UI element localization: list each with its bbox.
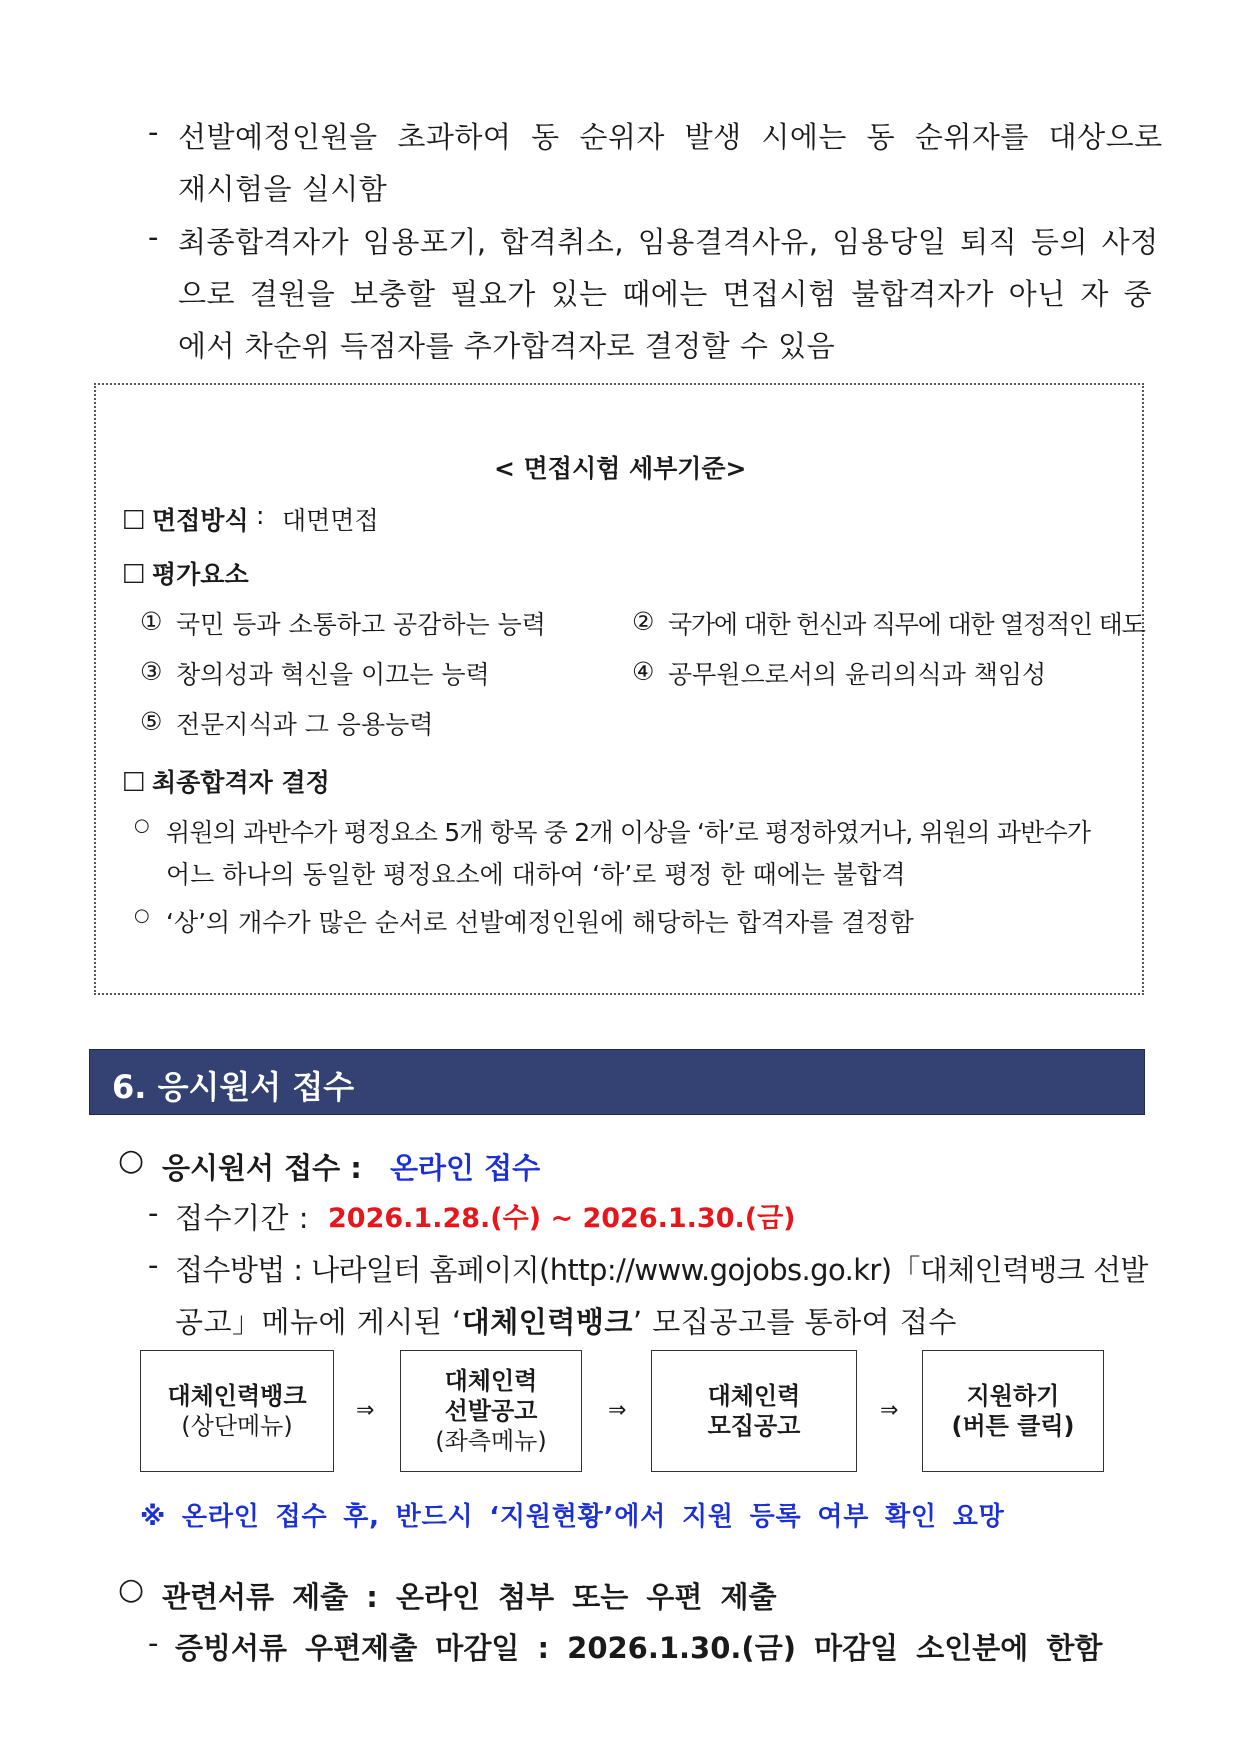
evaluation-item: 국가에 대한 헌신과 직무에 대한 열정적인 태도 — [668, 610, 1145, 639]
checkbox-icon: □ — [122, 503, 146, 532]
method-line2-c: ’ 모집공고를 통하여 접수 — [632, 1305, 957, 1339]
period-label: 접수기간 : — [175, 1201, 310, 1235]
flow-step-line2: 선발공고 — [444, 1397, 538, 1425]
right-arrow-icon: ⇒ — [608, 1398, 627, 1423]
section-heading: 6. 응시원서 접수 — [112, 1068, 355, 1106]
flow-step-4 — [922, 1350, 1104, 1472]
right-arrow-icon: ⇒ — [356, 1398, 375, 1423]
method-value: 대면면접 — [282, 506, 379, 535]
intro-item2-line2: 으로 결원을 보충할 필요가 있는 때에는 면접시험 불합격자가 아닌 자 중 — [178, 277, 1153, 311]
intro-item1-line2: 재시험을 실시함 — [178, 172, 388, 206]
dash-marker: - — [148, 115, 159, 149]
item-number: ⑤ — [140, 707, 163, 736]
circle-bullet: ○ — [134, 815, 150, 836]
right-arrow-icon: ⇒ — [880, 1398, 899, 1423]
intro-item2-line1: 최종합격자가 임용포기, 합격취소, 임용결격사유, 임용당일 퇴직 등의 사정 — [178, 225, 1159, 259]
online-notice: ※ 온라인 접수 후, 반드시 ‘지원현황’에서 지원 등록 여부 확인 요망 — [140, 1502, 1005, 1532]
circle-bullet: ○ — [134, 905, 150, 926]
method-line2-bold: 대체인력뱅크 — [461, 1305, 633, 1339]
flow-step-line1: 대체인력뱅크 — [167, 1382, 307, 1410]
item-number: ① — [140, 607, 163, 636]
method-sep: : — [256, 501, 265, 530]
flow-step-line2: (버튼 클릭) — [951, 1412, 1075, 1440]
application-value: 온라인 접수 — [390, 1151, 541, 1185]
item-number: ④ — [632, 657, 655, 686]
final-item2-line1: ‘상’의 개수가 많은 순서로 선발예정인원에 해당하는 합격자를 결정함 — [166, 908, 914, 937]
item-number: ② — [632, 607, 655, 636]
final-label: 최종합격자 결정 — [152, 768, 330, 797]
deadline-text: 증빙서류 우편제출 마감일 : 2026.1.30.(금) 마감일 소인분에 한함 — [175, 1631, 1103, 1665]
checkbox-icon: □ — [122, 557, 146, 586]
criteria-title: < 면접시험 세부기준> — [494, 454, 747, 483]
dash-marker: - — [148, 1248, 159, 1282]
flow-step-2 — [400, 1350, 582, 1472]
method-label: 면접방식 — [152, 506, 249, 535]
evaluation-item: 창의성과 혁신을 이끄는 능력 — [176, 660, 490, 689]
section-heading-bar — [89, 1049, 1145, 1115]
final-item1-line1: 위원의 과반수가 평정요소 5개 항목 중 2개 이상을 ‘하’로 평정하였거나, 위원의 과반수가 — [166, 818, 1091, 847]
method-line2-a: 공고」메뉴에 게시된 ‘ — [175, 1305, 462, 1339]
flow-step-line1: 대체인력 — [707, 1382, 801, 1410]
evaluation-item: 전문지식과 그 응용능력 — [176, 710, 434, 739]
flow-step-line2: (상단메뉴) — [181, 1412, 293, 1440]
evaluation-item: 공무원으로서의 윤리의식과 책임성 — [668, 660, 1047, 689]
dash-marker: - — [148, 220, 159, 254]
interview-criteria-box — [94, 383, 1144, 995]
checkbox-icon: □ — [122, 765, 146, 794]
application-label: 응시원서 접수 : — [162, 1151, 362, 1185]
flow-step-1 — [140, 1350, 334, 1472]
intro-item2-line3: 에서 차순위 득점자를 추가합격자로 결정할 수 있음 — [178, 329, 836, 363]
documents-text: 관련서류 제출 : 온라인 첨부 또는 우편 제출 — [162, 1580, 777, 1614]
circle-bullet: ○ — [118, 1143, 145, 1178]
flow-step-line2: 모집공고 — [707, 1412, 801, 1440]
intro-item1-line1: 선발예정인원을 초과하여 동 순위자 발생 시에는 동 순위자를 대상으로 — [178, 120, 1163, 154]
flow-step-line1: 대체인력 — [444, 1367, 538, 1395]
period-value: 2026.1.28.(수) ~ 2026.1.30.(금) — [328, 1203, 796, 1234]
evaluation-item: 국민 등과 소통하고 공감하는 능력 — [176, 610, 546, 639]
circle-bullet: ○ — [118, 1572, 145, 1607]
flow-step-line1: 지원하기 — [966, 1382, 1060, 1410]
dash-marker: - — [148, 1626, 159, 1660]
flow-step-3 — [651, 1350, 857, 1472]
method-line2 — [175, 1300, 957, 1341]
evaluation-label: 평가요소 — [152, 560, 249, 589]
flow-step-line3: (좌측메뉴) — [435, 1427, 547, 1455]
final-item1-line2: 어느 하나의 동일한 평정요소에 대하여 ‘하’로 평정 한 때에는 불합격 — [166, 860, 906, 889]
dash-marker: - — [148, 1196, 159, 1230]
item-number: ③ — [140, 657, 163, 686]
method-line1: 접수방법 : 나라일터 홈페이지(http://www.gojobs.go.kr)「대체인력뱅크 선발 — [175, 1253, 1148, 1287]
